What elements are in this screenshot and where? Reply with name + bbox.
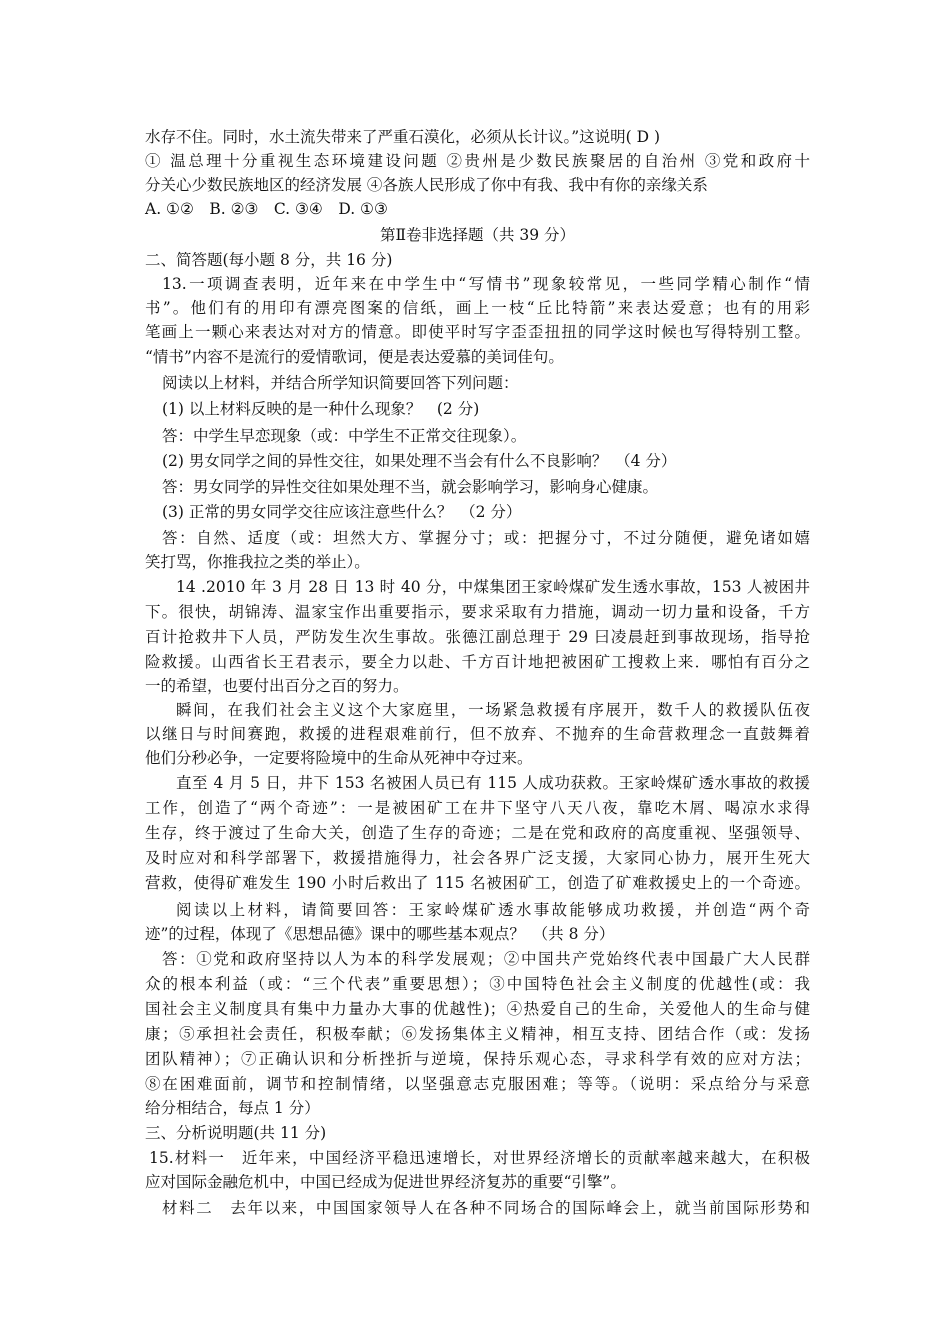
answer-text: ⑧在困难面前，调节和控制情绪，以坚强意志克服困难；等等。（说明：采点给分与采意 [145, 1075, 810, 1093]
sub-question: (1) 以上材料反映的是一种什么现象？ (2 分) [162, 400, 480, 418]
sub-question: (2) 男女同学之间的异性交往，如果处理不当会有什么不良影响？ （4 分） [162, 452, 677, 470]
answer-text: 答：中学生早恋现象（或：中学生不正常交往现象）。 [162, 427, 527, 445]
question-text: 瞬间，在我们社会主义这个大家庭里，一场紧急救援有序展开，数千人的救援队伍夜 [176, 701, 810, 719]
answer-text: 团队精神）；⑦正确认识和分析挫折与逆境，保持乐观心态，寻求科学有效的应对方法； [145, 1050, 810, 1068]
section-heading: 三、分析说明题(共 11 分) [145, 1124, 327, 1142]
section-heading: 二、简答题(每小题 8 分，共 16 分) [145, 251, 393, 269]
section-title: 第Ⅱ卷非选择题（共 39 分） [379, 226, 576, 244]
question-text: 百计抢救井下人员，严防发生次生事故。张德江副总理于 29 曰凌晨赶到事故现场，指导抢 [145, 628, 810, 646]
answer-text: 康；⑤承担社会责任，积极奉献；⑥发扬集体主义精神，相互支持、团结合作（或：发扬 [145, 1025, 810, 1043]
option-statements-line: ① 温总理十分重视生态环境建设问题 ②贵州是少数民族聚居的自治州 ③党和政府十 [145, 152, 810, 170]
question-text: 一的希望，也要付出百分之百的努力。 [145, 677, 409, 695]
answer-text: 给分相结合，每点 1 分） [145, 1099, 320, 1117]
answer-choices: A. ①② B. ②③ C. ③④ D. ①③ [145, 200, 388, 218]
question-text: 他们分秒必争，一定要将险境中的生命从死神中夺过来。 [145, 749, 533, 767]
question-text: 以继日与时间赛跑，救援的进程艰难前行，但不放弃、不抛弃的生命营救理念一直鼓舞着 [145, 725, 810, 743]
text-line: 水存不住。同时，水土流失带来了严重石漠化，必须从长计议。”这说明( D ) [145, 128, 661, 146]
question-text: 直至 4 月 5 日，井下 153 名被困人员已有 115 人成功获救。王家岭煤矿透水事故的救援 [176, 774, 810, 792]
answer-text: 答：自然、适度（或：坦然大方、掌握分寸；或：把握分寸，不过分随便，避免诸如嬉 [162, 529, 810, 547]
question-text: 下。很快，胡锦涛、温家宝作出重要指示，要求采取有力措施，调动一切力量和设备，千方 [145, 603, 810, 621]
question-text: 工作，创造了“两个奇迹”：一是被困矿工在井下坚守八天八夜，靠吃木屑、喝凉水求得 [145, 799, 810, 817]
question-text: “情书”内容不是流行的爱情歌词，便是表达爱慕的美词佳句。 [145, 348, 564, 366]
question-text: 笔画上一颗心来表达对对方的情意。即使平时写字歪歪扭扭的同学这时候也写得特别工整。 [145, 323, 810, 341]
option-statements-line: 分关心少数民族地区的经济发展 ④各族人民形成了你中有我、我中有你的亲缘关系 [145, 176, 708, 194]
question-text: 营救，使得矿难发生 190 小时后救出了 115 名被困矿工，创造了矿难救援史上的一个奇迹。 [145, 874, 810, 892]
answer-text: 答：①党和政府坚持以人为本的科学发展观；②中国共产党始终代表中国最广大人民群 [162, 950, 810, 968]
question-text: 13.一项调查表明，近年来在中学生中“写情书”现象较常见，一些同学精心制作“情 [162, 275, 810, 293]
question-text: 书”。他们有的用印有漂亮图案的信纸，画上一枝“丘比特箭”来表达爱意；也有的用彩 [145, 299, 810, 317]
question-text: 材料二 去年以来，中国国家领导人在各种不同场合的国际峰会上，就当前国际形势和 [162, 1199, 810, 1217]
answer-text: 笑打骂，你推我拉之类的举止）。 [145, 553, 370, 571]
question-text: 14 .2010 年 3 月 28 日 13 时 40 分，中煤集团王家岭煤矿发生透水事故，153 人被困井 [176, 578, 810, 596]
question-text: 生存，终于渡过了生命大关，创造了生存的奇迹；二是在党和政府的高度重视、坚强领导、 [145, 824, 810, 842]
instruction-text: 阅读以上材料，请简要回答：王家岭煤矿透水事故能够成功救援，并创造“两个奇 [176, 901, 810, 919]
answer-text: 国社会主义制度具有集中力量办大事的优越性)；④热爱自己的生命，关爱他人的生命与健 [145, 1000, 810, 1018]
answer-text: 答：男女同学的异性交往如果处理不当，就会影响学习，影响身心健康。 [162, 478, 659, 496]
answer-text: 众的根本利益（或：“三个代表”重要思想）；③中国特色社会主义制度的优越性(或：我 [145, 975, 810, 993]
question-text: 险救援。山西省长王君表示，要全力以赴、千方百计地把被困矿工搜救上来．哪怕有百分之 [145, 653, 810, 671]
instruction-text: 阅读以上材料，并结合所学知识简要回答下列问题： [162, 374, 519, 392]
instruction-text: 迹”的过程，体现了《思想品德》课中的哪些基本观点？ （共 8 分） [145, 925, 615, 943]
question-text: 15.材料一 近年来，中国经济平稳迅速增长，对世界经济增长的贡献率越来越大，在积极 [149, 1149, 810, 1167]
question-text: 及时应对和科学部署下，救援措施得力，社会各界广泛支援，大家同心协力，展开生死大 [145, 849, 810, 867]
question-text: 应对国际金融危机中，中国已经成为促进世界经济复苏的重要“引擎”。 [145, 1173, 626, 1191]
sub-question: (3) 正常的男女同学交往应该注意些什么？ （2 分） [162, 503, 522, 521]
